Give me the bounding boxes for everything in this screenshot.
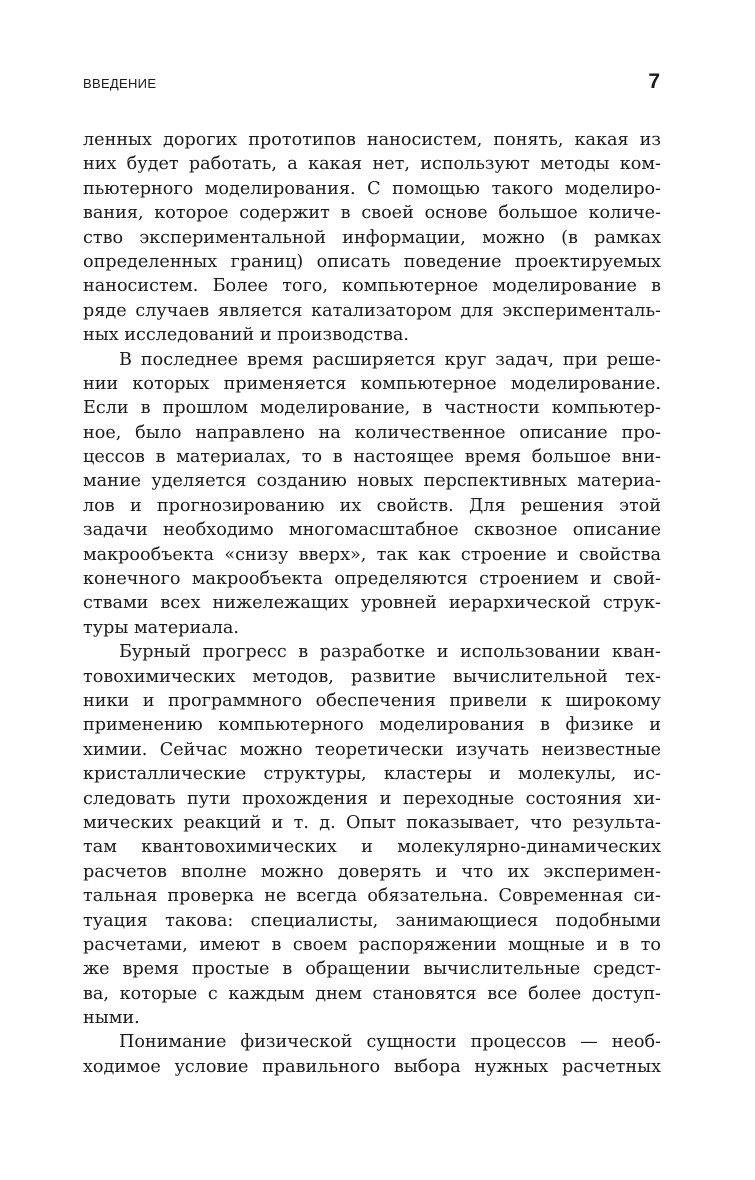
text-line: задачи необходимо многомасштабное сквозное описание xyxy=(83,520,661,541)
text-line: ходимое условие правильного выбора нужных расчетных xyxy=(83,1056,661,1077)
text-line: мических реакций и т. д. Опыт показывает, что результа- xyxy=(83,812,661,833)
text-line: вания, которое содержит в своей основе большое количе- xyxy=(83,203,661,224)
text-line: применению компьютерного моделирования в физике и xyxy=(83,715,661,736)
text-line: Бурный прогресс в разработке и использовании кван- xyxy=(119,642,661,663)
text-line: же время простые в обращении вычислительные средст- xyxy=(83,959,661,980)
body-text xyxy=(83,128,661,1079)
text-line: туация такова: специалисты, занимающиеся подобными xyxy=(83,910,661,931)
text-line: макрообъекта «снизу вверх», так как строение и свойства xyxy=(83,544,661,565)
running-head-section-title: ВВЕДЕНИЕ xyxy=(83,76,157,91)
text-line: расчетами, имеют в своем распоряжении мощные и в то xyxy=(83,934,661,955)
text-line: ники и программного обеспечения привели к широкому xyxy=(83,690,661,711)
text-line: ными. xyxy=(83,1008,140,1029)
text-line: расчетов вполне можно доверять и что их эксперимен- xyxy=(83,861,661,882)
text-line: Если в прошлом моделирование, в частности компьютер- xyxy=(83,398,661,419)
text-line: нии которых применяется компьютерное моделирование. xyxy=(83,373,661,394)
text-line: ство экспериментальной информации, можно (в рамках xyxy=(83,227,661,248)
text-line: пьютерного моделирования. С помощью такого моделиро- xyxy=(83,178,661,199)
text-line: ряде случаев является катализатором для эксперименталь- xyxy=(83,300,661,321)
text-line: химии. Сейчас можно теоретически изучать неизвестные xyxy=(83,739,661,760)
text-line: ленных дорогих прототипов наносистем, понять, какая из xyxy=(83,130,661,150)
text-line: конечного макрообъекта определяются строением и свой- xyxy=(83,569,661,590)
text-line: наносистем. Более того, компьютерное моделирование в xyxy=(83,276,661,297)
text-line: ное, было направлено на количественное описание про- xyxy=(83,422,661,443)
text-line: лов и прогнозированию их свойств. Для решения этой xyxy=(83,495,661,516)
text-line: мание уделяется созданию новых перспективных материа- xyxy=(83,471,661,492)
text-line: ва, которые с каждым днем становятся все более доступ- xyxy=(83,983,661,1004)
text-line: В последнее время расширяется круг задач, при реше- xyxy=(119,349,661,370)
text-line: ствами всех нижележащих уровней иерархической струк- xyxy=(83,593,661,614)
page-number: 7 xyxy=(648,70,660,93)
text-line: них будет работать, а какая нет, используют методы ком- xyxy=(83,154,661,175)
text-line: товохимических методов, развитие вычислительной тех- xyxy=(83,666,661,687)
text-line: там квантовохимических и молекулярно-динамических xyxy=(83,837,661,858)
text-line: ных исследований и производства. xyxy=(83,325,409,346)
text-line: туры материала. xyxy=(83,617,239,638)
text-line: тальная проверка не всегда обязательна. Современная си- xyxy=(83,886,661,907)
text-line: Понимание физической сущности процессов — необ- xyxy=(119,1032,661,1053)
text-line: следовать пути прохождения и переходные состояния хи- xyxy=(83,788,661,809)
text-line: цессов в материалах, то в настоящее время большое вни- xyxy=(83,447,661,468)
text-line: кристаллические структуры, кластеры и молекулы, ис- xyxy=(83,764,661,785)
text-line: определенных границ) описать поведение проектируемых xyxy=(83,251,661,272)
